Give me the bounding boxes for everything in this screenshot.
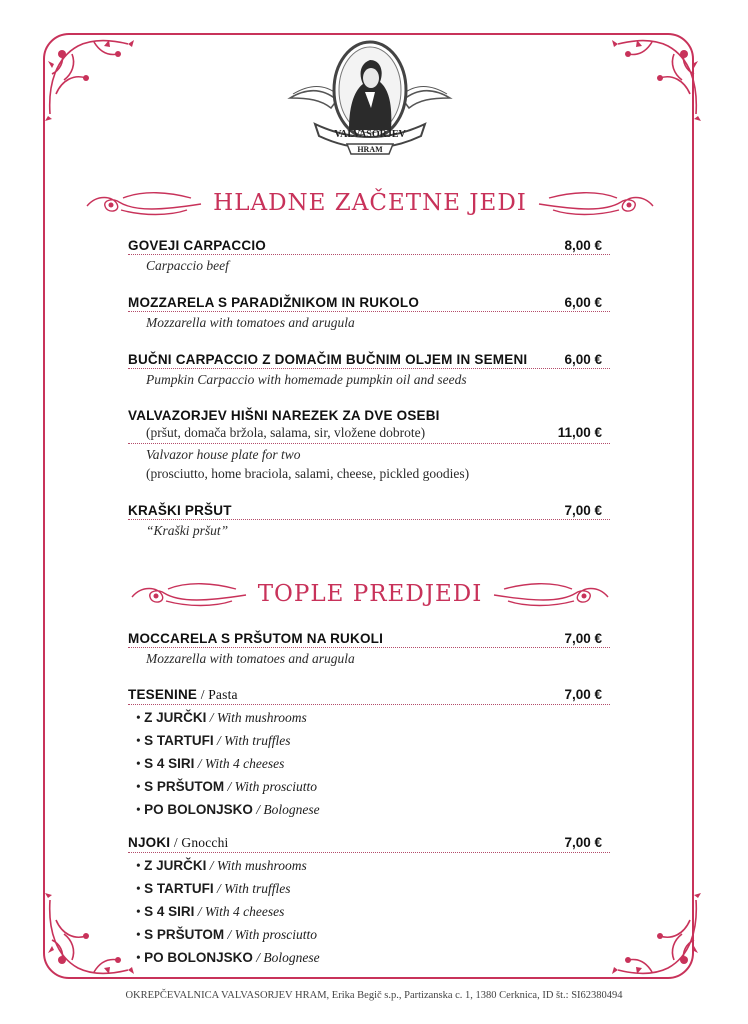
option-item: • S TARTUFI / With truffles [136,881,291,896]
item-subtitle: (pršut, domača bržola, salama, sir, vložene dobrote) [146,425,426,440]
item-name: NJOKI [128,835,171,850]
footer-company-info: OKREPČEVALNICA VALVASORJEV HRAM, Erika Begič s.p., Partizanska c. 1, 1380 Cerknica, ID št.: SI62380494 [125,990,623,1001]
option-translation: / With 4 cheeses [194,756,285,771]
option-name: S 4 SIRI [144,904,195,919]
item-name: KRAŠKI PRŠUT [128,503,232,518]
section-title: TOPLE PREDJEDI [257,581,483,607]
item-name: BUČNI CARPACCIO Z DOMAČIM BUČNIM OLJEM IN SEMENI [128,352,528,367]
option-name: S TARTUFI [144,881,214,896]
item-name: MOCCARELA S PRŠUTOM NA RUKOLI [128,631,384,646]
item-price: 8,00 € [564,238,602,253]
option-translation: / With mushrooms [206,858,307,873]
item-price: 7,00 € [564,631,602,646]
menu-item [128,687,610,705]
item-name: VALVAZORJEV HIŠNI NAREZEK ZA DVE OSEBI [128,408,440,423]
logo-text-line1: VALVASORJEV [334,129,406,140]
option-name: S PRŠUTOM [144,779,225,794]
option-translation: / With mushrooms [206,710,307,725]
option-translation: / With prosciutto [224,927,318,942]
flourish-ornament-left [128,579,248,609]
option-name: S PRŠUTOM [144,927,225,942]
option-item: • S 4 SIRI / With 4 cheeses [136,904,285,919]
option-name: PO BOLONJSKO [144,802,253,817]
menu-item [128,408,610,484]
item-price: 6,00 € [564,295,602,310]
valvasor-portrait-logo [285,38,455,156]
floral-corner-ornament-top-left [42,34,138,122]
item-description: Valvazor house plate for two [146,447,301,462]
item-price: 7,00 € [564,687,602,702]
item-name: TESENINE [128,687,198,702]
option-translation: / With truffles [213,733,291,748]
item-price: 7,00 € [564,503,602,518]
floral-corner-ornament-bottom-left [42,892,138,980]
option-item: • S 4 SIRI / With 4 cheeses [136,756,285,771]
option-name: Z JURČKI [144,858,207,873]
item-name-translation: / Pasta [197,687,238,702]
menu-item [128,503,610,541]
section-header-cold-starters [90,185,650,221]
item-description: Mozzarella with tomatoes and arugula [146,315,355,330]
section-title: HLADNE ZAČETNE JEDI [213,190,527,216]
option-translation: / Bolognese [252,802,320,817]
item-description: “Kraški pršut” [146,523,229,538]
option-item: • S TARTUFI / With truffles [136,733,291,748]
option-translation: / With 4 cheeses [194,904,285,919]
option-name: Z JURČKI [144,710,207,725]
item-price: 6,00 € [564,352,602,367]
menu-item [128,295,610,333]
item-description: Carpaccio beef [146,258,229,273]
item-description: (prosciutto, home braciola, salami, cheese, pickled goodies) [146,466,470,481]
option-item: • PO BOLONJSKO / Bolognese [136,950,320,965]
item-name: MOZZARELA S PARADIŽNIKOM IN RUKOLO [128,295,420,310]
option-translation: / With truffles [213,881,291,896]
item-price: 7,00 € [564,835,602,850]
option-name: S 4 SIRI [144,756,195,771]
floral-corner-ornament-top-right [608,34,704,122]
option-item: • PO BOLONJSKO / Bolognese [136,802,320,817]
item-price: 11,00 € [557,425,602,440]
menu-item [128,631,610,669]
option-translation: / Bolognese [252,950,320,965]
item-description: Pumpkin Carpaccio with homemade pumpkin oil and seeds [146,372,467,387]
option-item: • Z JURČKI / With mushrooms [136,710,307,725]
menu-item [128,835,610,853]
item-name: GOVEJI CARPACCIO [128,238,266,253]
option-item: • S PRŠUTOM / With prosciutto [136,779,318,794]
option-item: • S PRŠUTOM / With prosciutto [136,927,318,942]
item-description: Mozzarella with tomatoes and arugula [146,651,355,666]
option-item: • Z JURČKI / With mushrooms [136,858,307,873]
option-name: S TARTUFI [144,733,214,748]
section-header-warm-starters [90,576,650,612]
option-translation: / With prosciutto [224,779,318,794]
item-name-translation: / Gnocchi [170,835,229,850]
logo-text-line2: HRAM [357,145,383,154]
option-name: PO BOLONJSKO [144,950,253,965]
menu-item [128,238,610,276]
floral-corner-ornament-bottom-right [608,892,704,980]
flourish-ornament-right [492,579,612,609]
flourish-ornament-right [537,188,657,218]
menu-item [128,352,610,390]
flourish-ornament-left [83,188,203,218]
